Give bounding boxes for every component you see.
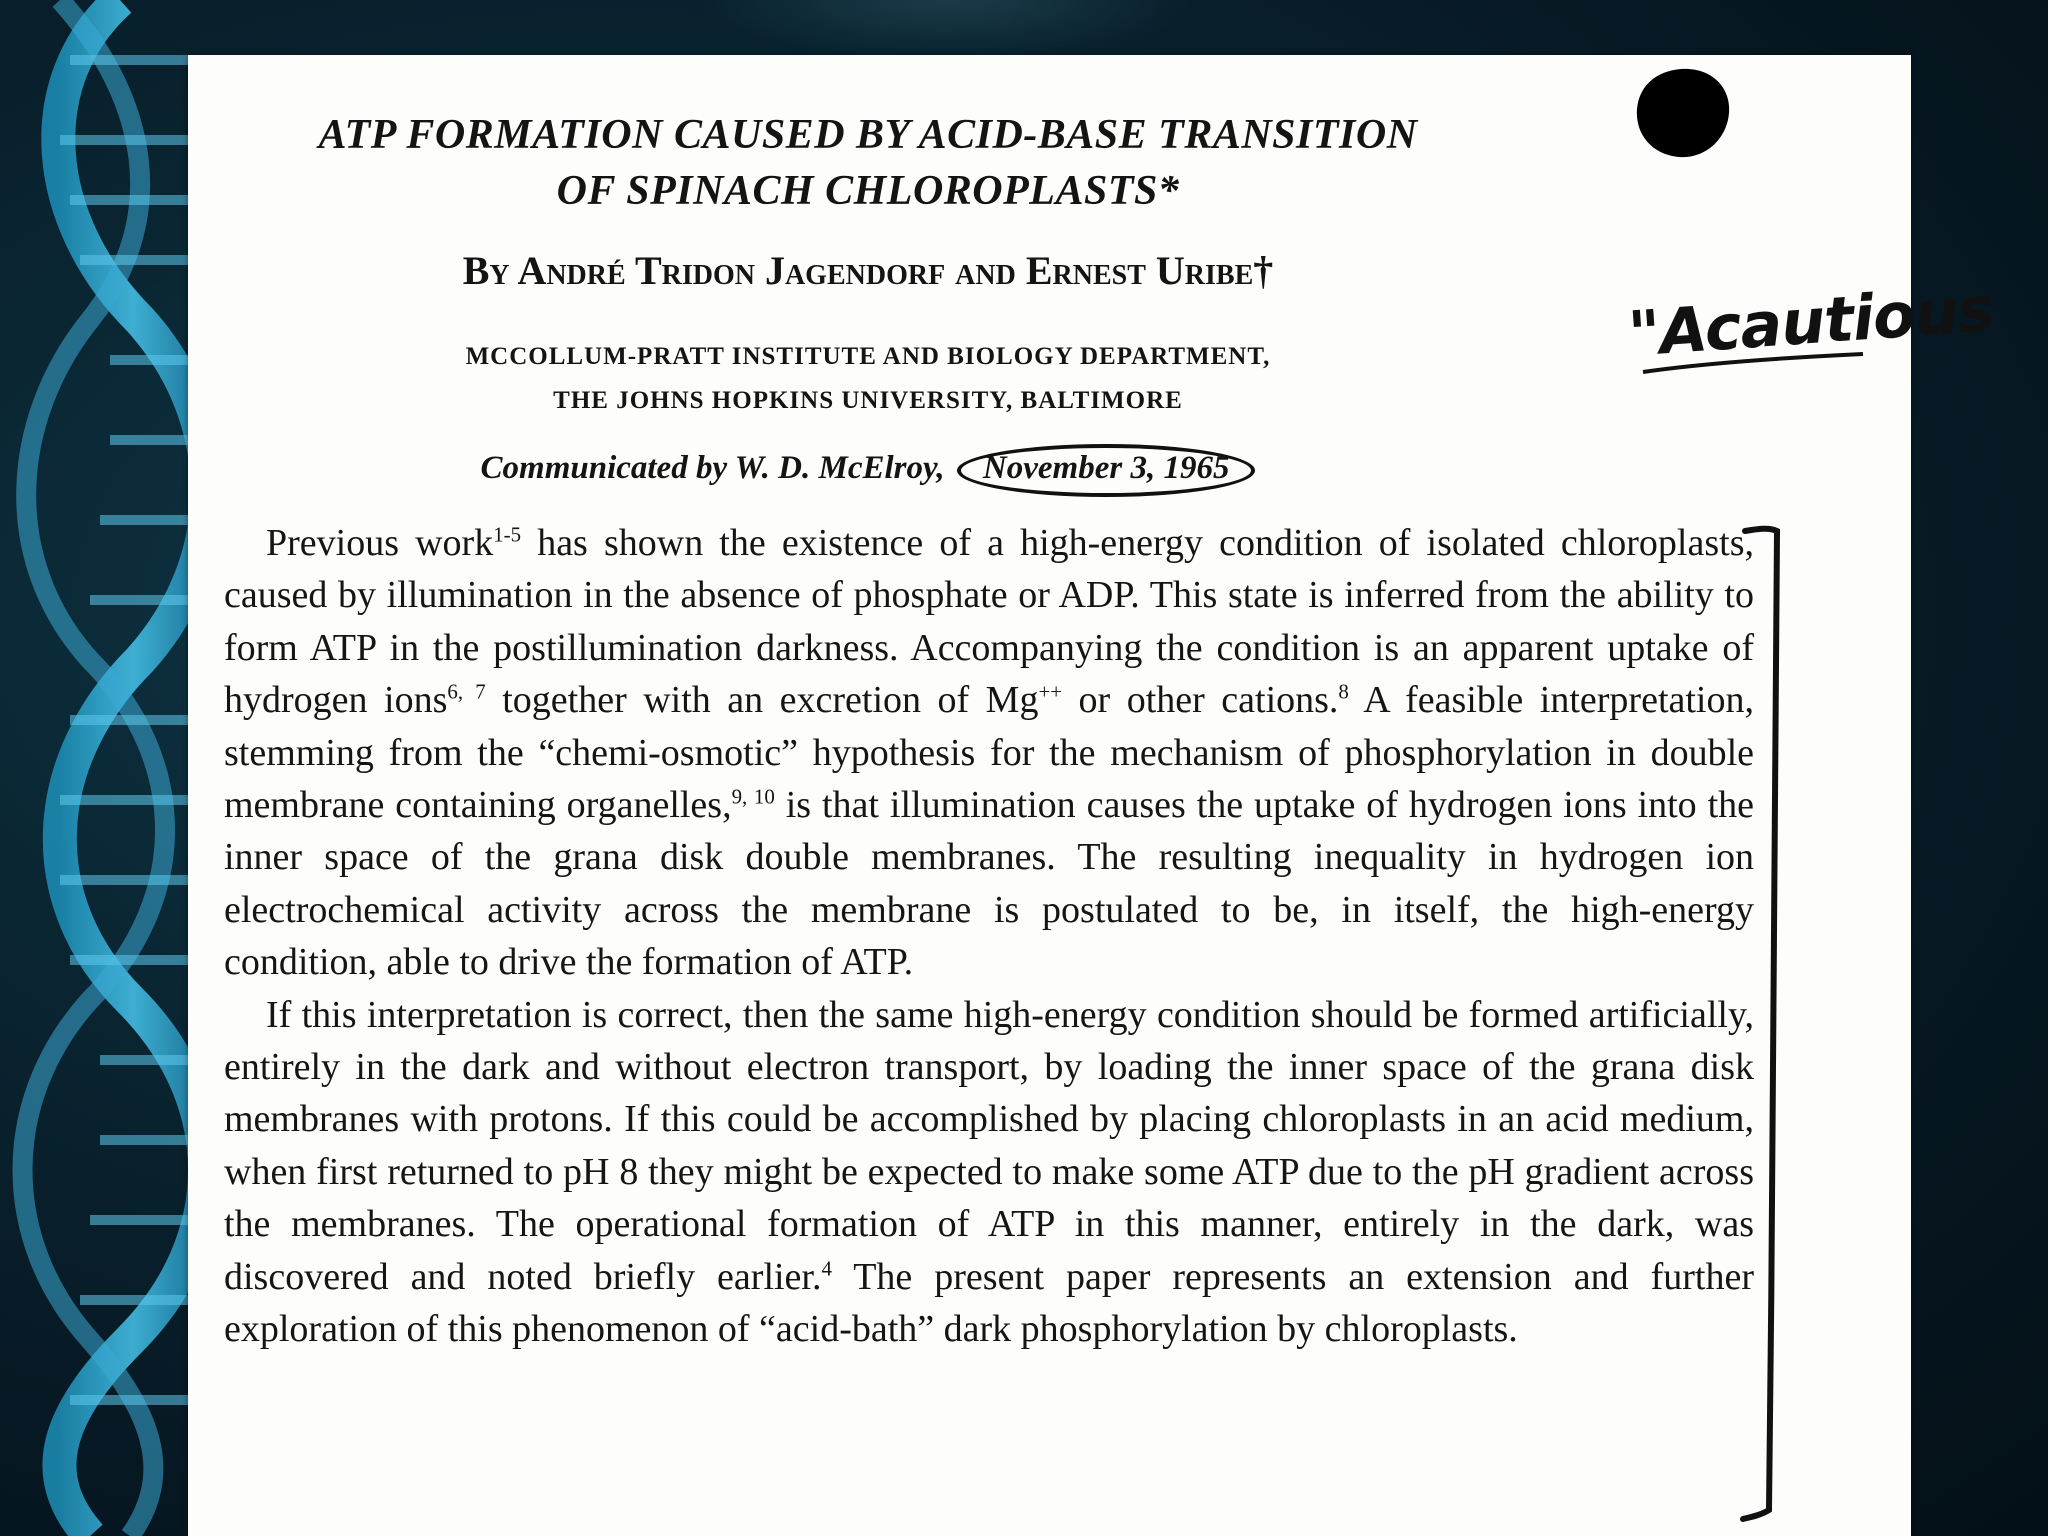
handwritten-note: "Acautious xyxy=(1625,272,1996,371)
citation-ref: 1-5 xyxy=(493,522,522,547)
paragraph-1-text: has shown the existence of a high-energy condition of isolated chloroplasts, caused by illumination in the absence of phosphate or ADP. This state is inferred from the ability to form ATP in the postillumination darkness. Accompanying the condition is an apparent uptake of hydrogen ions xyxy=(224,522,1754,722)
paper-affiliation xyxy=(188,335,1548,423)
affiliation-line-2: THE JOHNS HOPKINS UNIVERSITY, BALTIMORE xyxy=(553,387,1183,414)
communicated-by-text: Communicated by W. D. McElroy, xyxy=(480,450,945,486)
paper-title xyxy=(188,107,1548,219)
title-line-1: ATP FORMATION CAUSED BY ACID-BASE TRANSITION xyxy=(318,112,1418,158)
circled-date xyxy=(957,444,1256,497)
paragraph-1-text: is that illumination causes the uptake of hydrogen ions into the inner space of the grana disk double membranes. The resulting inequality in hydrogen ion electrochemical activity across the membrane is postulated to be, in itself, the high-energy condition, able to drive the formation of ATP. xyxy=(224,784,1755,984)
paper-page xyxy=(188,55,1996,1536)
title-line-2: OF SPINACH CHLOROPLASTS* xyxy=(556,168,1180,214)
paragraph-1-text: together with an excretion of Mg xyxy=(485,679,1039,722)
paragraph-1-text: A feasible interpretation, stemming from the “chemi-osmotic” hypothesis for the mechanism of phosphorylation in double membrane containing organelles, xyxy=(224,679,1754,827)
paragraph-1-text: or other cations. xyxy=(1062,679,1339,722)
citation-ref: 6, 7 xyxy=(447,679,486,704)
citation-ref: 8 xyxy=(1338,679,1349,704)
handwritten-bracket xyxy=(1743,525,1783,1525)
citation-ref: 4 xyxy=(821,1256,832,1281)
paper-body xyxy=(224,517,1754,1356)
ion-charge-superscript: ++ xyxy=(1038,679,1063,704)
paragraph-2-text: If this interpretation is correct, then the same high-energy condition should be formed artificially, entirely in the dark and without electron transport, by loading the inner space of the grana disk membranes with protons. If this could be accomplished by placing chloroplasts in an acid medium, when first returned to pH 8 they might be expected to make some ATP due to the pH gradient across the membranes. The operational formation of ATP in this manner, entirely in the dark, was discovered and noted briefly earlier. xyxy=(224,993,1754,1298)
handwritten-underline xyxy=(1638,350,1868,380)
affiliation-line-1: MCCOLLUM-PRATT INSTITUTE AND BIOLOGY DEPARTMENT, xyxy=(465,343,1271,370)
ink-blot-mark xyxy=(1633,65,1733,161)
paper-authors: By André Tridon Jagendorf and Ernest Uribe† xyxy=(462,248,1274,293)
paragraph-2 xyxy=(224,989,1754,1356)
citation-ref: 9, 10 xyxy=(731,784,775,809)
background-glow xyxy=(700,0,1200,60)
date-received: November 3, 1965 xyxy=(982,450,1230,486)
paragraph-1 xyxy=(224,517,1754,989)
communicated-by xyxy=(188,444,1548,497)
paragraph-2-text: The present paper represents an extension and further exploration of this phenomenon of “acid-bath” dark phosphorylation by chloroplasts. xyxy=(224,1255,1754,1351)
paragraph-1-text: Previous work xyxy=(266,522,494,564)
